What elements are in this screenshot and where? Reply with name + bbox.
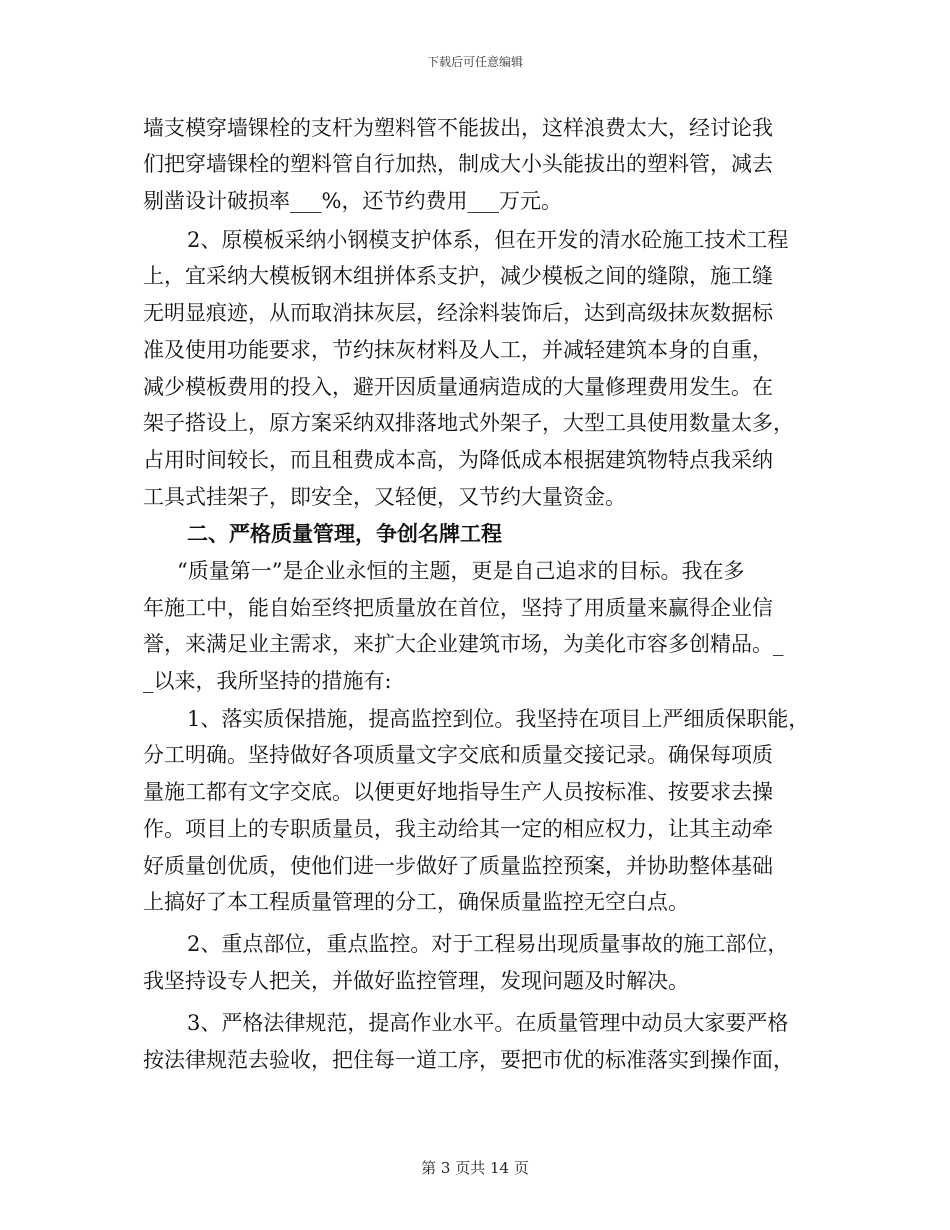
body-line: 减少模板费用的投入，避开因质量通病造成的大量修理费用发生。在 bbox=[143, 375, 773, 399]
body-line: 按法律规范去验收，把住每一道工序，要把市优的标准落实到操作面， bbox=[143, 1048, 794, 1072]
body-line: 上，宜采纳大模板钢木组拼体系支护，减少模板之间的缝隙，施工缝 bbox=[143, 264, 773, 288]
body-line: 剔凿设计破损率___%，还节约费用___万元。 bbox=[143, 189, 562, 213]
page-footer: 第 3 页共 14 页 bbox=[421, 1159, 529, 1177]
body-line: 3、严格法律规范，提高作业水平。在质量管理中动员大家要严格 bbox=[187, 1011, 789, 1035]
body-line: 准及使用功能要求，节约抹灰材料及人工，并减轻建筑本身的自重， bbox=[143, 338, 773, 362]
body-line: 年施工中，能自始至终把质量放在首位，坚持了用质量来赢得企业信 bbox=[143, 596, 773, 620]
body-line: 墙支模穿墙锞栓的支杆为塑料管不能拔出，这样浪费太大，经讨论我 bbox=[143, 116, 773, 140]
body-line: _以来，我所坚持的措施有: bbox=[143, 669, 392, 693]
body-line: 们把穿墙锞栓的塑料管自行加热，制成大小头能拔出的塑料管，减去 bbox=[143, 152, 773, 176]
body-line: 2、原模板采纳小钢模支护体系，但在开发的清水砼施工技术工程 bbox=[187, 228, 789, 252]
body-line: 誉，来满足业主需求，来扩大企业建筑市场，为美化市容多创精品。_ bbox=[143, 632, 784, 656]
body-line: 2、重点部位，重点监控。对于工程易出现质量事故的施工部位， bbox=[187, 932, 789, 956]
page-header: 下载后可任意编辑 bbox=[426, 55, 523, 69]
body-line: “质量第一”是企业永恒的主题，更是自己追求的目标。我在多 bbox=[177, 559, 745, 583]
section-heading: 二、严格质量管理，争创名牌工程 bbox=[187, 521, 502, 546]
body-line: 架子搭设上，原方案采纳双排落地式外架子，大型工具使用数量太多， bbox=[143, 411, 794, 435]
body-line: 工具式挂架子，即安全，又轻便，又节约大量资金。 bbox=[143, 485, 626, 509]
body-line: 我坚持设专人把关，并做好监控管理，发现问题及时解决。 bbox=[143, 969, 689, 993]
body-line: 作。项目上的专职质量员，我主动给其一定的相应权力，让其主动牵 bbox=[143, 817, 773, 841]
body-line: 好质量创优质，使他们进一步做好了质量监控预案，并协助整体基础 bbox=[143, 854, 773, 878]
body-line: 上搞好了本工程质量管理的分工，确保质量监控无空白点。 bbox=[143, 890, 689, 914]
body-line: 量施工都有文字交底。以便更好地指导生产人员按标准、按要求去操 bbox=[143, 780, 773, 804]
body-line: 1、落实质保措施，提高监控到位。我坚持在项目上严细质保职能， bbox=[187, 707, 810, 731]
body-line: 占用时间较长，而且租费成本高，为降低成本根据建筑物特点我采纳 bbox=[143, 448, 773, 472]
body-line: 无明显痕迹，从而取消抹灰层，经涂料装饰后，达到高级抹灰数据标 bbox=[143, 301, 773, 325]
body-line: 分工明确。坚持做好各项质量文字交底和质量交接记录。确保每项质 bbox=[143, 743, 773, 767]
